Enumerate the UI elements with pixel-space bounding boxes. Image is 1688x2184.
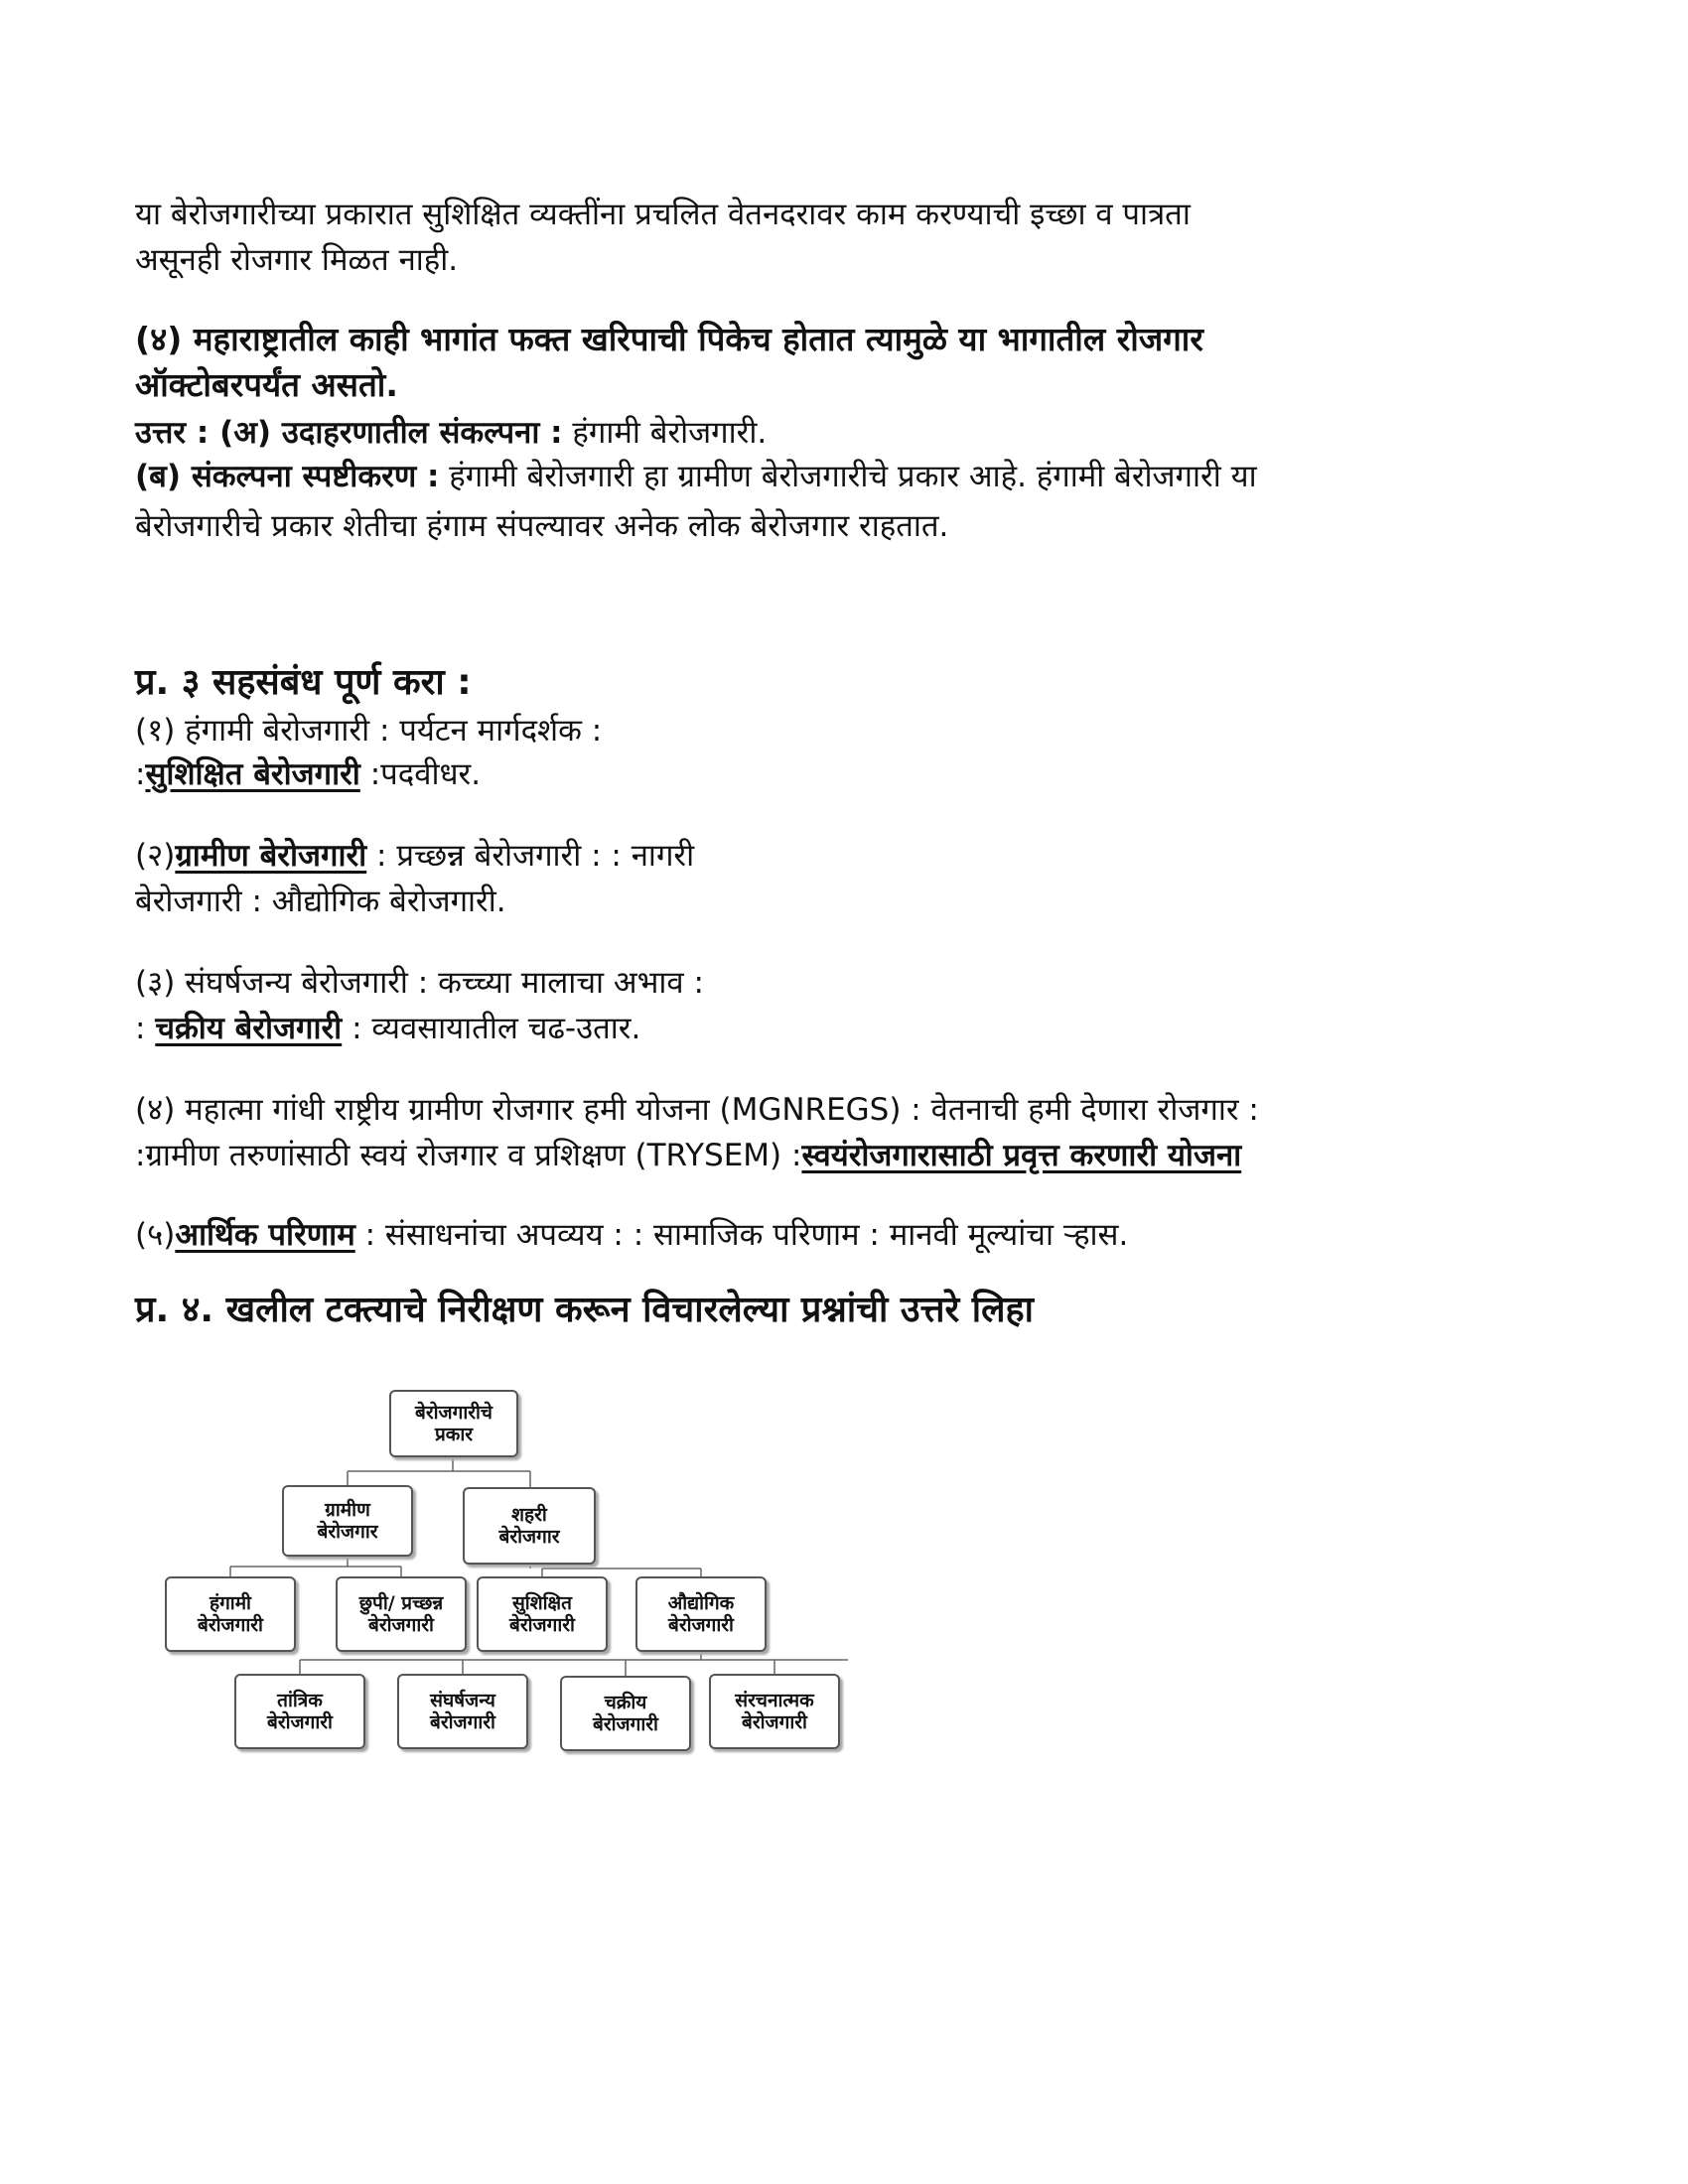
q3-item3-answer: चक्रीय बेरोजगारी bbox=[155, 1011, 343, 1046]
q3-item5-prefix: (५) bbox=[135, 1217, 176, 1253]
q3-item4-answer: स्वयंरोजगारासाठी प्रवृत्त करणारी योजना bbox=[801, 1138, 1242, 1173]
node-urban: शहरी बेरोजगार bbox=[463, 1487, 596, 1565]
q3-item1-line2 bbox=[135, 754, 481, 794]
node-industrial: औद्योगिक बेरोजगारी bbox=[635, 1576, 767, 1652]
q3-item1-suffix: :पदवीधर. bbox=[359, 756, 482, 792]
q3-item1-prefix: : bbox=[135, 756, 146, 792]
q3-item3-suffix: : व्यवसायातील चढ-उतार. bbox=[342, 1011, 641, 1046]
q3-item5-suffix: : संसाधनांचा अपव्यय : : सामाजिक परिणाम : मानवी मूल्यांचा ऱ्हास. bbox=[354, 1217, 1129, 1253]
node-structural: संरचनात्मक बेरोजगारी bbox=[709, 1674, 840, 1749]
q3-item2-prefix: (२) bbox=[135, 838, 176, 874]
case-question-line-2: ऑक्टोबरपर्यंत असतो. bbox=[135, 365, 398, 404]
q3-item4-prefix: :ग्रामीण तरुणांसाठी स्वयं रोजगार व प्रशिक्षण (TRYSEM) : bbox=[135, 1138, 802, 1173]
answer-b-line-2: बेरोजगारीचे प्रकार शेतीचा हंगाम संपल्यावर अनेक लोक बेरोजगार राहतात. bbox=[135, 508, 949, 544]
node-cyclical: चक्रीय बेरोजगारी bbox=[560, 1676, 691, 1751]
node-root: बेरोजगारीचे प्रकार bbox=[389, 1390, 518, 1457]
intro-line-1: या बेरोजगारीच्या प्रकारात सुशिक्षित व्यक्तींना प्रचलित वेतनदरावर काम करण्याची इच्छा व पात्रता bbox=[135, 197, 1191, 232]
q3-item3-line1: (३) संघर्षजन्य बेरोजगारी : कच्च्या मालाचा अभाव : bbox=[135, 965, 704, 1001]
node-seasonal: हंगामी बेरोजगारी bbox=[165, 1576, 296, 1652]
answer-a-label: उत्तर : (अ) उदाहरणातील संकल्पना : bbox=[135, 415, 563, 451]
answer-b bbox=[135, 457, 1257, 496]
q3-item2-line2: बेरोजगारी : औद्योगिक बेरोजगारी. bbox=[135, 884, 506, 919]
unemployment-types-diagram bbox=[159, 1368, 854, 1765]
q3-item4-line1: (४) महात्मा गांधी राष्ट्रीय ग्रामीण रोजगार हमी योजना (MGNREGS) : वेतनाची हमी देणारा रोजगार : bbox=[135, 1092, 1259, 1128]
q3-item2-line1 bbox=[135, 836, 694, 876]
node-rural: ग्रामीण बेरोजगार bbox=[282, 1485, 413, 1557]
node-disguised: छुपी/ प्रच्छन्न बेरोजगारी bbox=[336, 1576, 467, 1652]
q3-item2-suffix: : प्रच्छन्न बेरोजगारी : : नागरी bbox=[366, 838, 695, 874]
q3-item3-prefix: : bbox=[135, 1011, 156, 1046]
q3-heading: प्र. ३ सहसंबंध पूर्ण करा : bbox=[135, 662, 472, 703]
node-frictional: संघर्षजन्य बेरोजगारी bbox=[397, 1674, 528, 1749]
intro-line-2: असूनही रोजगार मिळत नाही. bbox=[135, 242, 459, 278]
q3-item1-answer: सुशिक्षित बेरोजगारी bbox=[145, 756, 360, 792]
q3-item5 bbox=[135, 1215, 1128, 1255]
q4-heading: प्र. ४. खलील टक्त्याचे निरीक्षण करून विचारलेल्या प्रश्नांची उत्तरे लिहा bbox=[135, 1290, 1034, 1330]
answer-a bbox=[135, 413, 767, 453]
q3-item2-answer: ग्रामीण बेरोजगारी bbox=[175, 838, 367, 874]
answer-a-text: हंगामी बेरोजगारी. bbox=[562, 415, 768, 451]
q3-item3-line2 bbox=[135, 1009, 640, 1048]
node-technical: तांत्रिक बेरोजगारी bbox=[234, 1674, 365, 1749]
answer-b-text: हंगामी बेरोजगारी हा ग्रामीण बेरोजगारीचे प्रकार आहे. हंगामी बेरोजगारी या bbox=[439, 459, 1257, 494]
q3-item1-line1: (१) हंगामी बेरोजगारी : पर्यटन मार्गदर्शक : bbox=[135, 713, 603, 749]
answer-b-label: (ब) संकल्पना स्पष्टीकरण : bbox=[135, 459, 440, 494]
q3-item5-answer: आर्थिक परिणाम bbox=[175, 1217, 355, 1253]
node-educated: सुशिक्षित बेरोजगारी bbox=[477, 1576, 608, 1652]
q3-item4-line2 bbox=[135, 1136, 1241, 1175]
case-question-line-1: (४) महाराष्ट्रातील काही भागांत फक्त खरिपाची पिकेच होतात त्यामुळे या भागातील रोजगार bbox=[135, 320, 1203, 358]
